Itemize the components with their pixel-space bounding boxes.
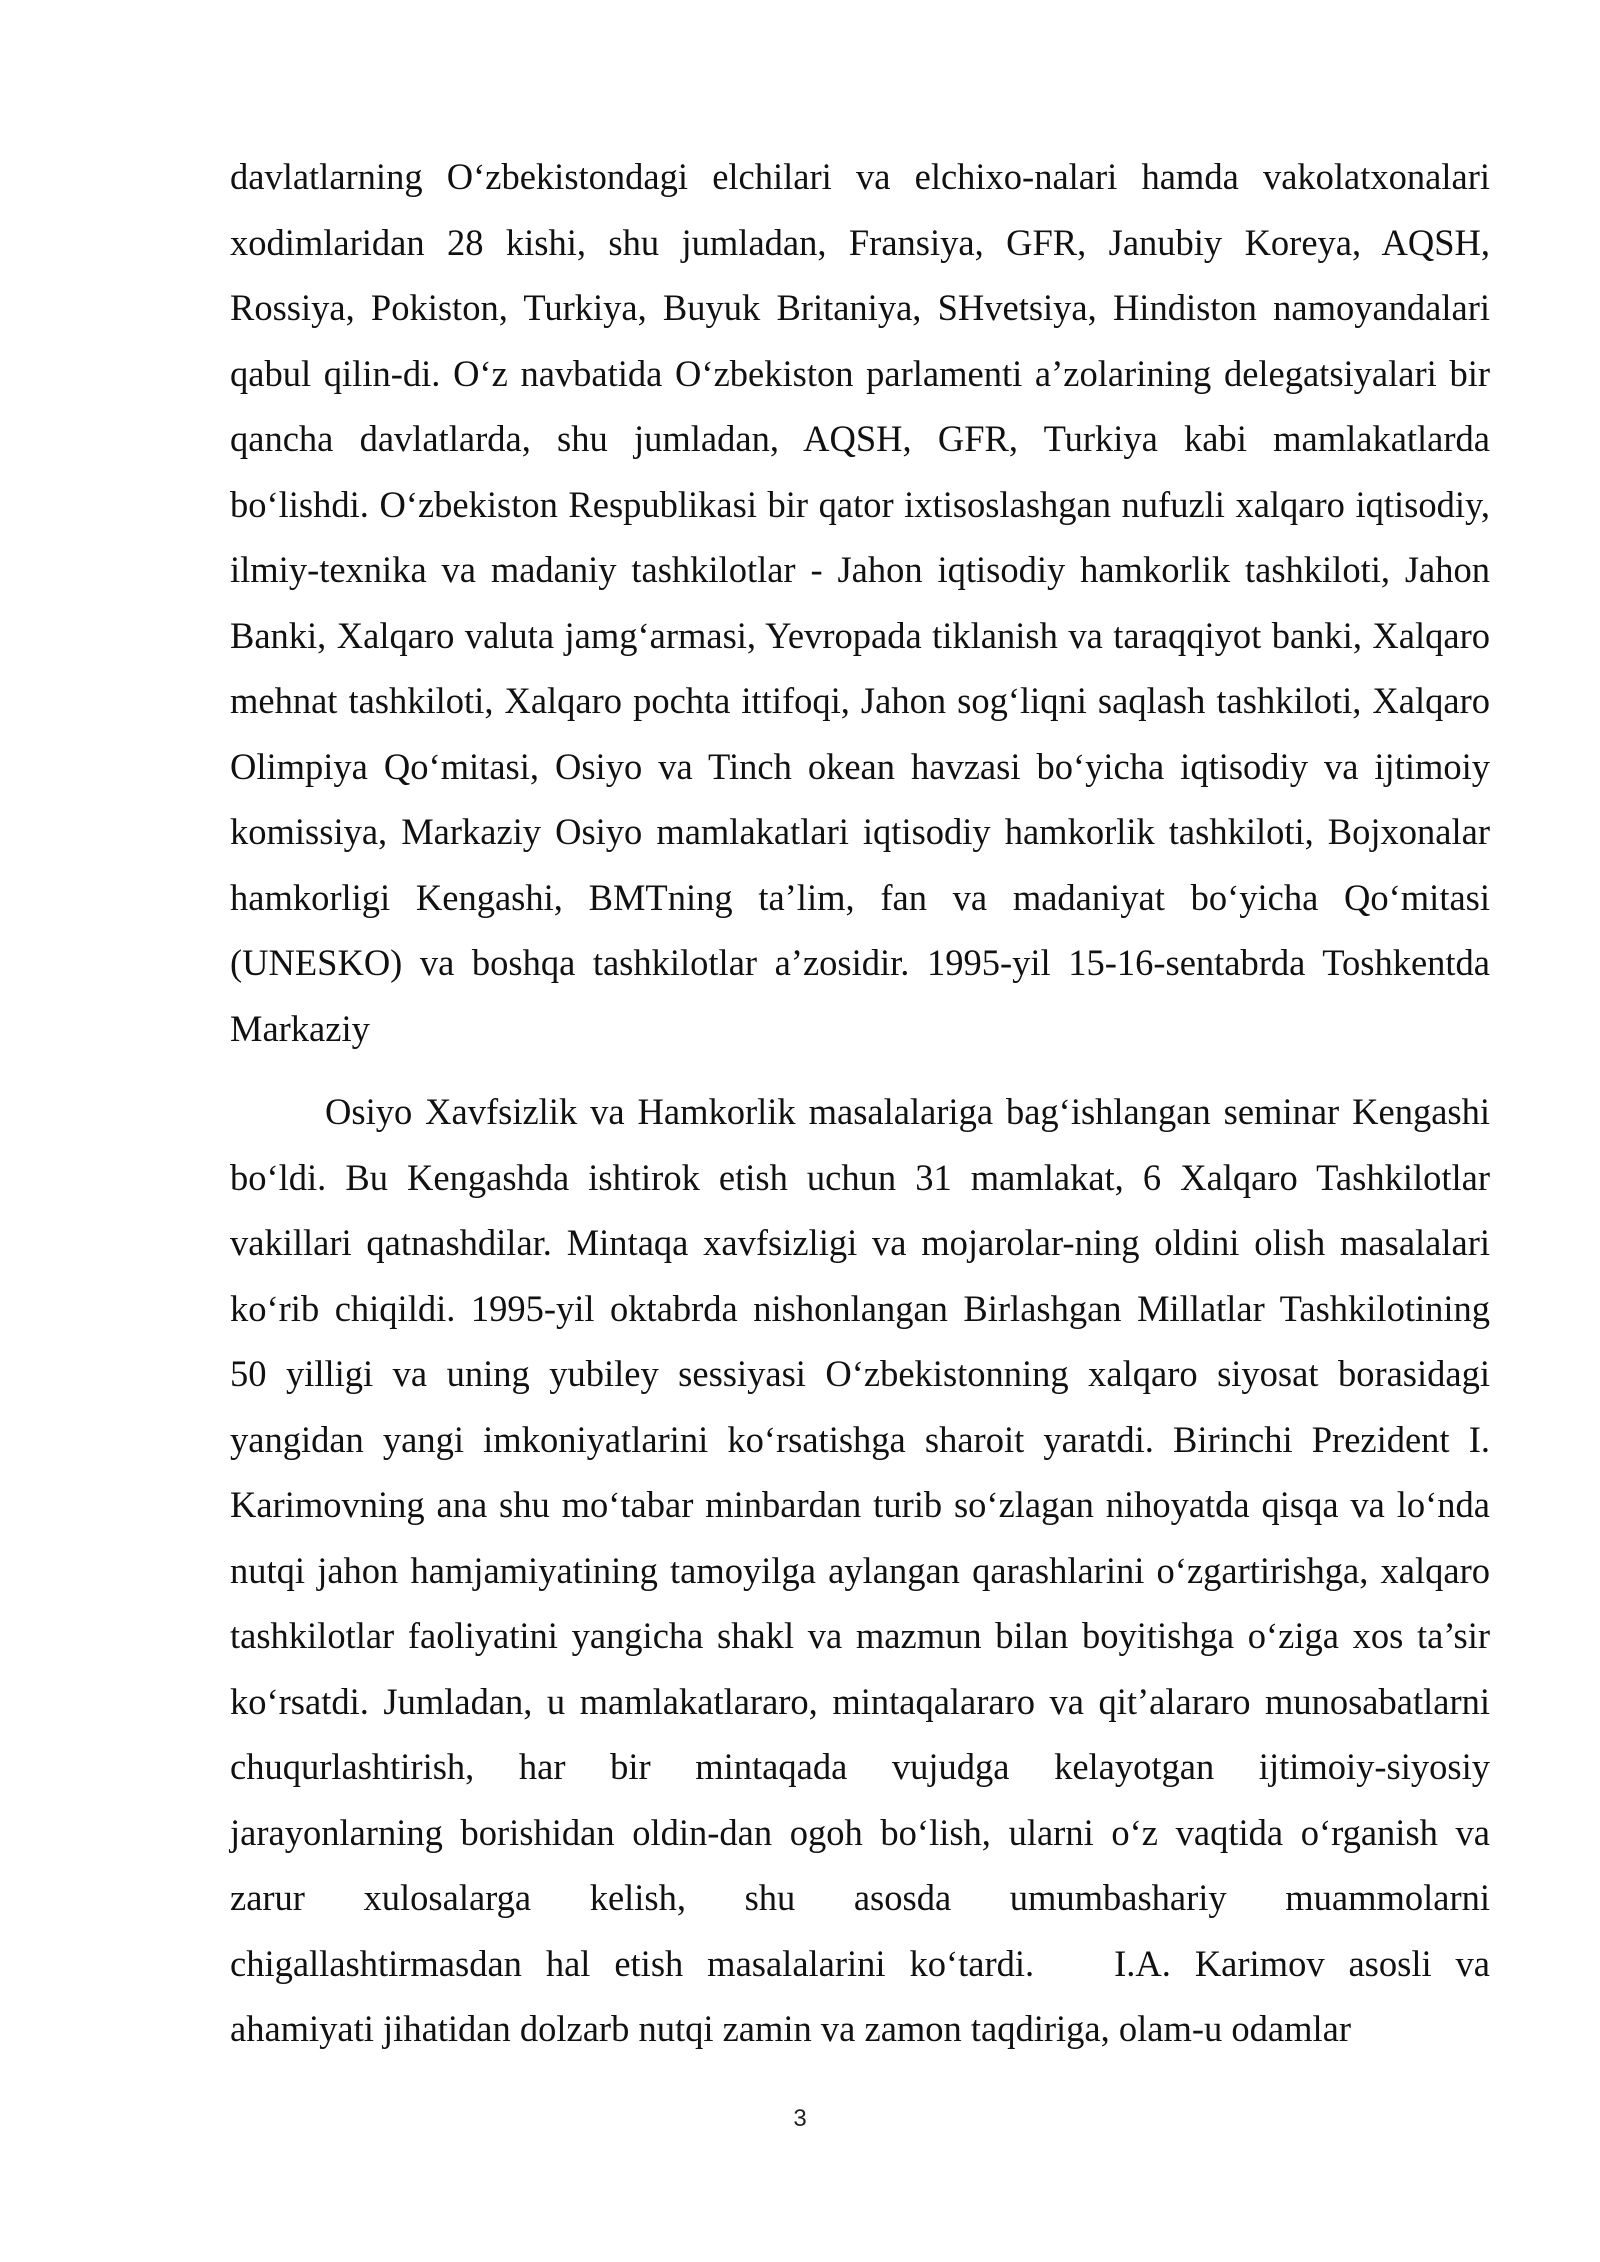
body-paragraph: davlatlarning O‘zbekistondagi elchilari va elchixo-nalari hamda vakolatxonalari xodimlaridan 28 kishi, shu jumladan, Fransiya, GFR, Janubiy Koreya, AQSH, Rossiya, Pokiston, Turkiya, Buyuk Britaniya, SHvetsiya, Hindiston namoyandalari qabul qilin-di. O‘z navbatida O‘zbekiston parlamenti a’zolarining delegatsiyalari bir qancha davlatlarda, shu jumladan, AQSH, GFR, Turkiya kabi mamlakatlarda bo‘lishdi. O‘zbekiston Respublikasi bir qator ixtisoslashgan nufuzli xalqaro iqtisodiy, ilmiy-texnika va madaniy tashkilotlar - Jahon iqtisodiy hamkorlik tashkiloti, Jahon Banki, Xalqaro valuta jamg‘armasi, Yevropada tiklanish va taraqqiyot banki, Xalqaro mehnat tashkiloti, Xalqaro pochta ittifoqi, Jahon sog‘liqni saqlash tashkiloti, Xalqaro Olimpiya Qo‘mitasi, Osiyo va Tinch okean havzasi bo‘yicha iqtisodiy va ijtimoiy komissiya, Markaziy Osiyo mamlakatlari iqtisodiy hamkorlik tashkiloti, Bojxonalar hamkorligi Kengashi, BMTning ta’lim, fan va madaniyat bo‘yicha Qo‘mitasi (UNESKO) va boshqa tashkilotlar a’zosidir. 1995-yil 15-16-sentabrda Toshkentda Markaziy [230,156,1490,1049]
page-number: 3 [793,2105,807,2132]
body-paragraph-text: Osiyo Xavfsizlik va Hamkorlik masalalariga bag‘ishlangan seminar Kengashi bo‘ldi. Bu Kengashda ishtirok etish uchun 31 mamlakat, 6 Xalqaro Tashkilotlar vakillari qatnashdilar. Mintaqa xavfsizligi va mojarolar-ning oldini olish masalalari ko‘rib chiqildi. 1995-yil oktabrda nishonlangan Birlashgan Millatlar Tashkilotining 50 yilligi va uning yubiley sessiyasi O‘zbekistonning xalqaro siyosat borasidagi yangidan yangi imkoniyatlarini ko‘rsatishga sharoit yaratdi. Birinchi Prezident I. Karimovning ana shu mo‘tabar minbardan turib so‘zlagan nihoyatda qisqa va lo‘nda nutqi jahon hamjamiyatining tamoyilga aylangan qarashlarini o‘zgartirishga, xalqaro tashkilotlar faoliyatini yangicha shakl va mazmun bilan boyitishga o‘ziga xos ta’sir ko‘rsatdi. Jumladan, u mamlakatlararo, mintaqalararo va qit’alararo munosabatlarni chuqurlashtirish, har bir mintaqada vujudga kelayotgan ijtimoiy-siyosiy jarayonlarning borishidan oldin-dan ogoh bo‘lish, ularni o‘z vaqtida o‘rganish va zarur xulosalarga kelish, shu asosda umumbashariy muammolarni chigallashtirmasdan hal etish masalalarini ko‘tardi. [230,1091,1490,1984]
body-paragraph [230,1079,1490,2062]
body-paragraph-text: I.A. Karimov asosli va ahamiyati jihatidan dolzarb nutqi zamin va zamon taqdiriga, olam-u odamlar [230,1942,1490,2049]
